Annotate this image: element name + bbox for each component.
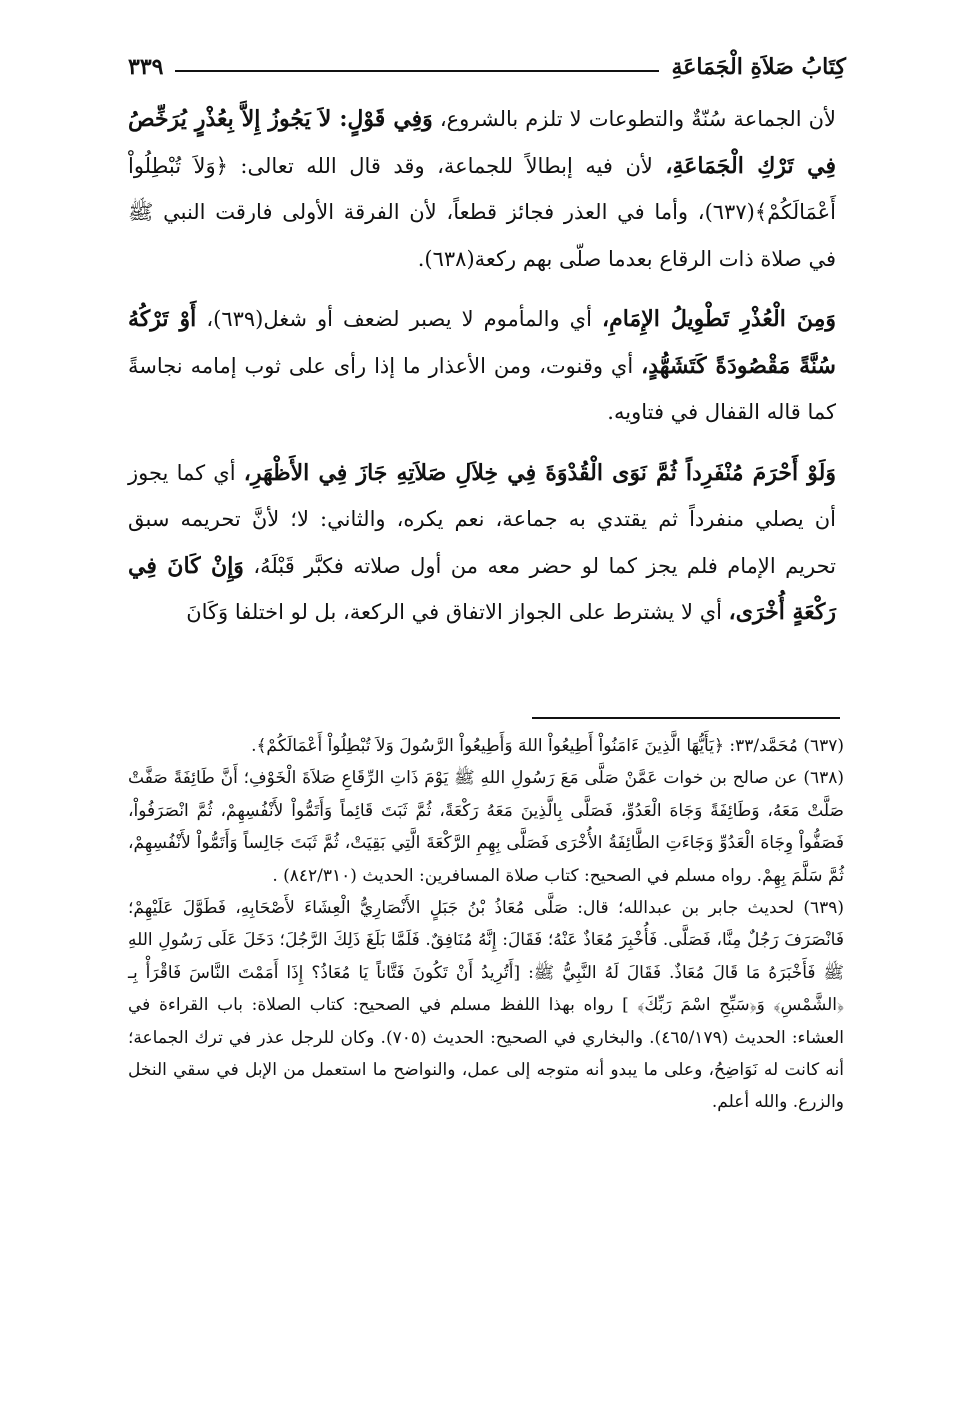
- matn-text: وَلَوْ أَحْرَمَ مُنْفَرِداً ثُمَّ نَوَى الْقُدْوَةَ فِي خِلاَلِ صَلاَتِهِ جَازَ فِي الأَظْهَرِ،: [243, 459, 836, 486]
- footnote-text: مُحَمَّد/٣٣: ﴿يَأَيُّهَا الَّذِينَ ءَامَنُواْ أَطِيعُواْ اللهَ وَأَطِيعُواْ الرَّسُولَ وَلاَ تُبْطِلُواْ أَعْمَالَكُمْ﴾.: [251, 736, 804, 756]
- footnote-separator: [532, 717, 840, 719]
- footnote-637: [128, 730, 844, 762]
- footnote-ref[interactable]: (٦٣٧): [704, 200, 755, 224]
- header-rule: [175, 70, 659, 72]
- footnote-639: [128, 892, 844, 1119]
- footnote-638: [128, 762, 844, 892]
- commentary-text: أي لا يشترط على الجواز الاتفاق في الركعة، بل لو اختلفا وَكَانَ: [186, 600, 729, 624]
- chapter-title: كِتَابُ صَلاَةِ الْجَمَاعَةِ: [671, 54, 846, 80]
- page-number: ٣٣٩: [128, 54, 164, 80]
- commentary-text: أي والمأموم لا يصبر لضعف أو شغل: [263, 307, 602, 331]
- commentary-text: ، وأما في العذر فجائز قطعاً، لأن الفرقة الأولى فارقت النبي ﷺ في صلاة ذات الرقاع بعدما صلّى بهم ركعة: [128, 200, 836, 271]
- commentary-text: أي وقنوت، ومن الأعذار ما إذا رأى على ثوب إمامه نجاسةً كما قاله القفال في فتاويه.: [128, 353, 836, 424]
- footnote-number: (٦٣٧): [803, 736, 844, 756]
- main-text: [128, 96, 836, 650]
- footnote-number: (٦٣٩): [803, 898, 844, 919]
- paragraph-2: [128, 296, 836, 436]
- commentary-text: لأن الجماعة سُنّةٌ والتطوعات لا تلزم بالشروع،: [432, 107, 836, 131]
- matn-text: وَفِي قَوْلٍ: لاَ يَجُوزُ إِلاَّ بِعُذْرٍ يُرَخِّصُ فِي تَرْكِ الْجَمَاعَةِ،: [128, 106, 836, 179]
- matn-text: وَإِنْ كَانَ فِي رَكْعَةٍ أُخْرَى،: [128, 552, 836, 625]
- footnote-number: (٦٣٨): [803, 768, 844, 789]
- punctuation: ،: [196, 307, 214, 331]
- matn-text: أَوْ تَرْكُهُ سُنَّةً مَقْصُودَةً كَتَشَهُّدٍ،: [128, 306, 836, 379]
- footnote-text: لحديث جابر بن عبدالله؛ قال: صَلَّى مُعَاذُ بْنُ جَبَلٍ الأَنْصَارِيُّ الْعِشَاءَ لأَصْحَابِهِ، فَطَوَّلَ عَلَيْهِمْ؛ فَانْصَرَفَ رَجُلٌ مِنَّا، فَصَلَّى. فَأُخْبِرَ مُعَاذٌ عَنْهُ؛ فَقَالَ: إِنَّهُ مُنَافِقٌ. فَلَمَّا بَلَغَ ذَلِكَ الرَّجُلَ؛ دَخَلَ عَلَى رَسُولِ اللهِ ﷺ فَأَخْبَرَهُ مَا قَالَ مُعَاذٌ. فَقَالَ لَهُ النَّبِيُّ ﷺ: [أَتُرِيدُ أَنْ تَكُونَ فَتَّاناً يَا مُعَاذُ؟ إِذَا أَمَمْتَ النَّاسَ فَاقْرَأْ بِـ ﴿الشَّمْسِ﴾ وَ﴿سَبِّحِ اسْمَ رَبِّكَ﴾ ] رواه بهذا اللفظ مسلم في الصحيح: كتاب الصلاة: باب القراءة في العشاء: الحديث (٤٦٥/١٧٩). والبخاري في الصحيح: الحديث (٧٠٥). وكان للرجل عذر في ترك الجماعة؛ أنه كانت له نَوَاضِحُ، وعلى ما يبدو أنه متوجه إلى عمل، والنواضح ما استعمل من الإبل في سقي النخل والزرع. والله أعلم.: [128, 898, 844, 1113]
- punctuation: .: [417, 246, 425, 271]
- footnote-ref[interactable]: (٦٣٨): [424, 246, 475, 271]
- paragraph-1: [128, 96, 836, 282]
- commentary-text: أي كما يجوز أن يصلي منفرداً ثم يقتدي به جماعة، نعم يكره، والثاني: لا؛ لأنَّ تحريمه سبق تحريم الإمام فلم يجز كما لو حضر معه من أول صلاته فكبَّر قَبْلَهُ،: [128, 460, 836, 578]
- footnote-ref[interactable]: (٦٣٩): [213, 307, 264, 331]
- commentary-text: لأن فيه إبطالاً للجماعة، وقد قال الله تعالى: ﴿وَلاَ تُبْطِلُواْ أَعْمَالَكُمْ﴾: [128, 153, 836, 224]
- paragraph-3: [128, 450, 836, 636]
- running-header: [128, 40, 846, 80]
- matn-text: وَمِنَ الْعُذْرِ تَطْوِيلُ الإِمَامِ،: [601, 306, 836, 332]
- footnote-text: عن صالح بن خوات عَمَّنْ صَلَّى مَعَ رَسُولِ اللهِ ﷺ يَوْمَ ذَاتِ الرِّقَاعِ صَلاَةَ الْخَوْفِ؛ أَنَّ طَائِفَةً صَفَّتْ صَلَّتْ مَعَهُ، وَطَائِفَةً وَجَاهَ الْعَدُوِّ، فَصَلَّى بِالَّذِينَ مَعَهُ رَكْعَةً، ثُمَّ ثَبَتَ قَائِماً وَأَتَمُّواْ لأَنْفُسِهِمْ، ثُمَّ انْصَرَفُواْ، فَصَفُّواْ وِجَاهَ الْعَدُوِّ وَجَاءَتِ الطَّائِفَةُ الأُخْرَى فَصَلَّى بِهِمِ الرَّكْعَةَ الَّتِي بَقِيَتْ، ثُمَّ ثَبَتَ جَالِساً وَأَتَمُّواْ لأَنْفُسِهِمْ، ثُمَّ سَلَّمَ بِهِمْ. رواه مسلم في الصحيح: كتاب صلاة المسافرين: الحديث (٨٤٢/٣١٠) .: [128, 768, 844, 886]
- footnotes: [128, 730, 844, 1119]
